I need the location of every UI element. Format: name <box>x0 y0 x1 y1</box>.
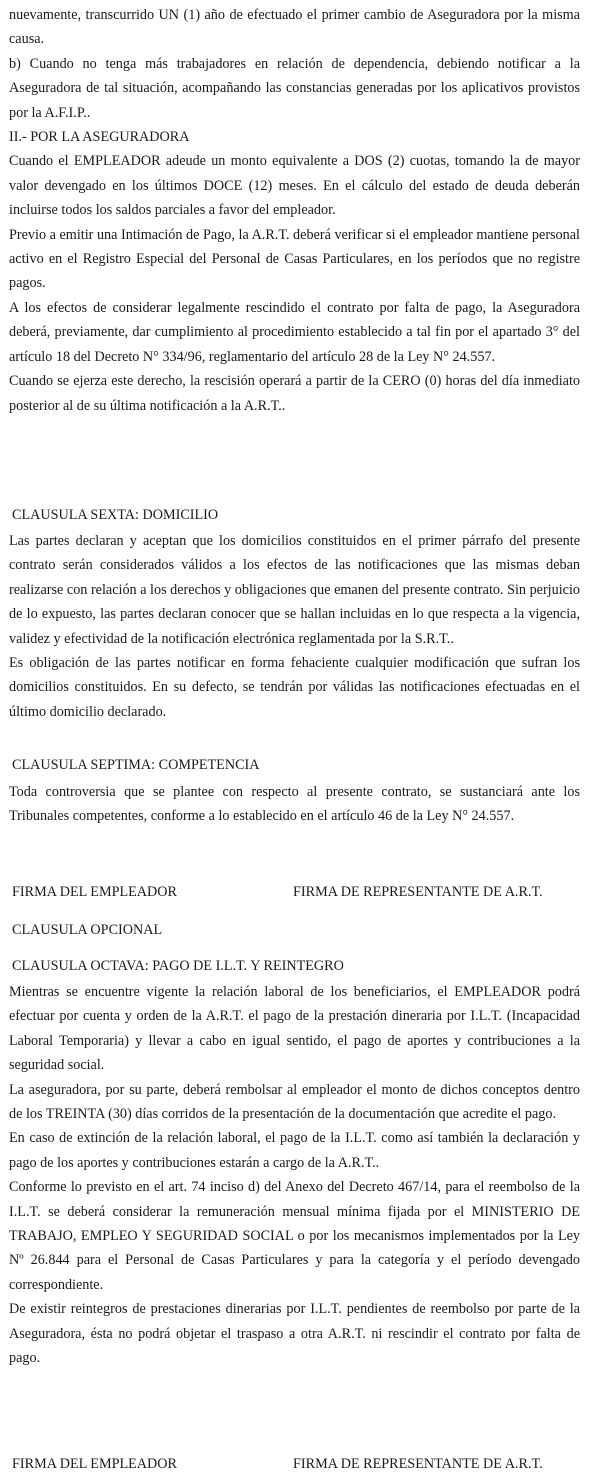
clause-octava-body <box>9 980 580 1371</box>
paragraph: Cuando el EMPLEADOR adeude un monto equivalente a DOS (2) cuotas, tomando la de mayor valor devengado en los últimos DOCE (12) meses. En el cálculo del estado de deuda deberán incluirse todos los saldos parciales a favor del empleador. <box>9 153 580 219</box>
signature-art-label: FIRMA DE REPRESENTANTE DE A.R.T. <box>293 884 543 900</box>
paragraph: De existir reintegros de prestaciones dinerarias por I.L.T. pendientes de reembolso por parte de la Aseguradora, ésta no podrá objetar el traspaso a otra A.R.T. ni rescindir el contrato por falta de pago. <box>9 1301 580 1367</box>
paragraph: Conforme lo previsto en el art. 74 inciso d) del Anexo del Decreto 467/14, para el reembolso de la I.L.T. se deberá considerar la remuneración mensual mínima fijada por el MINISTERIO DE TRABAJO, EMPLEO Y SEGURIDAD SOCIAL o por los mecanismos implementados por la Ley Nº 26.844 para el Personal de Casas Particulares y para la categoría y el período devengado correspondiente. <box>9 1179 580 1293</box>
paragraph: Toda controversia que se plantee con respecto al presente contrato, se sustanciará ante los Tribunales competentes, conforme a lo establecido en el artículo 46 de la Ley N° 24.557. <box>9 784 580 825</box>
signature-employer-label: FIRMA DEL EMPLEADOR <box>12 884 178 900</box>
paragraph: En caso de extinción de la relación laboral, el pago de la I.L.T. como así también la declaración y pago de los aportes y contribuciones estarán a cargo de la A.R.T.. <box>9 1130 580 1171</box>
section-heading-aseguradora: II.- POR LA ASEGURADORA <box>9 129 190 146</box>
paragraph: Mientras se encuentre vigente la relación laboral de los beneficiarios, el EMPLEADOR podrá efectuar por cuenta y orden de la A.R.T. el pago de la prestación dineraria por I.L.T. (Incapacidad Laboral Temporaria) y llevar a cabo en igual sentido, el pago de aportes y contribuciones a la seguridad social. <box>9 984 580 1074</box>
paragraph: Previo a emitir una Intimación de Pago, la A.R.T. deberá verificar si el empleador mantiene personal activo en el Registro Especial del Personal de Casas Particulares, en los períodos que no registre pagos. <box>9 226 580 292</box>
signature-employer-label: FIRMA DEL EMPLEADOR <box>12 1456 178 1472</box>
clause-sexta-title: CLAUSULA SEXTA: DOMICILIO <box>12 507 219 523</box>
paragraph: Es obligación de las partes notificar en forma fehaciente cualquier modificación que sufran los domicilios constituidos. En su defecto, se tendrán por válidas las notificaciones efectuadas en el último domicilio declarado. <box>9 655 580 720</box>
paragraph: nuevamente, transcurrido UN (1) año de efectuado el primer cambio de Aseguradora por la misma causa. <box>9 7 580 48</box>
clause-septima-title: CLAUSULA SEPTIMA: COMPETENCIA <box>12 757 260 773</box>
top-block <box>9 3 580 418</box>
paragraph: Cuando se ejerza este derecho, la rescisión operará a partir de la CERO (0) horas del día inmediato posterior al de su última notificación a la A.R.T.. <box>9 373 580 414</box>
clause-sexta-body <box>9 529 580 724</box>
paragraph: Las partes declaran y aceptan que los domicilios constituidos en el primer párrafo del presente contrato serán considerados válidos a los efectos de las notificaciones que las mismas deban realizarse con relación a los derechos y obligaciones que emanen del presente contrato. Sin perjuicio de lo expuesto, las partes declaran conocer que se hallan incluidas en lo que respecta a la vigencia, validez y efectividad de la notificación electrónica reglamentada por la S.R.T.. <box>9 533 580 647</box>
paragraph: La aseguradora, por su parte, deberá rembolsar al empleador el monto de dichos conceptos dentro de los TREINTA (30) días corridos de la presentación de la documentación que acredite el pago. <box>9 1081 580 1123</box>
clause-opcional-title: CLAUSULA OPCIONAL <box>12 922 163 938</box>
paragraph: A los efectos de considerar legalmente rescindido el contrato por falta de pago, la Aseguradora deberá, previamente, dar cumplimiento al procedimiento establecido a tal fin por el apartado 3° del artículo 18 del Decreto N° 334/96, reglamentario del artículo 28 de la Ley N° 24.557. <box>9 299 580 365</box>
clause-octava-title: CLAUSULA OCTAVA: PAGO DE I.L.T. Y REINTEGRO <box>12 958 344 974</box>
paragraph: b) Cuando no tenga más trabajadores en relación de dependencia, debiendo notificar a la Aseguradora de tal situación, acompañando las constancias generadas por los aplicativos provistos por la A.F.I.P.. <box>9 55 580 121</box>
signature-art-label: FIRMA DE REPRESENTANTE DE A.R.T. <box>293 1456 543 1472</box>
clause-septima-body <box>9 780 580 829</box>
